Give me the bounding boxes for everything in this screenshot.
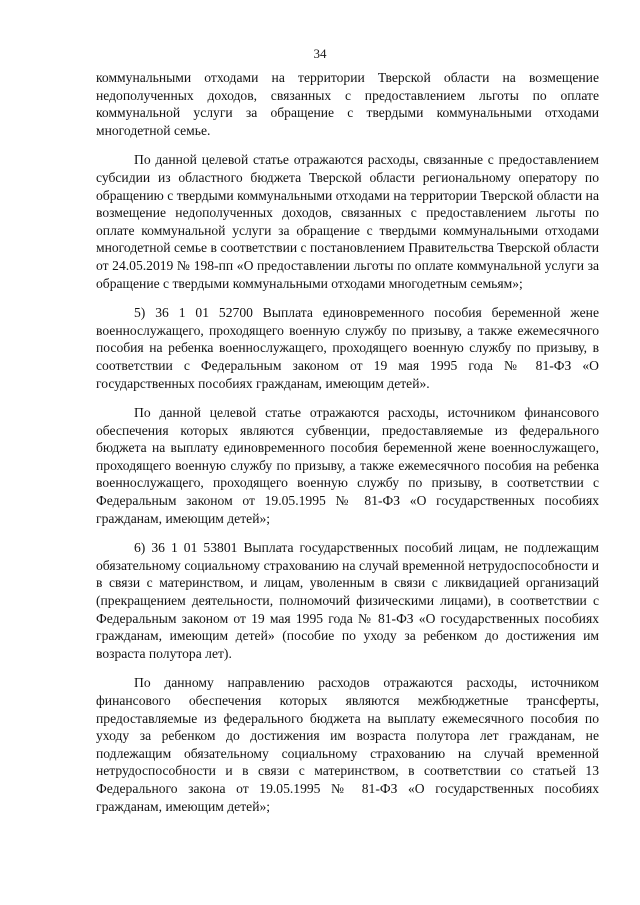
paragraph-item-5: 5) 36 1 01 52700 Выплата единовременного пособия беременной жене военнослужащего, проходящего военную службу по призыву, а также ежемесячного пособия на ребенка военнослужащего, проходящего военную службу по призыву, в соответствии с Федеральным законом от 19 мая 1995 года № 81-ФЗ «О государственных пособиях гражданам, имеющим детей». [96, 305, 599, 391]
paragraph-item-6-description: По данному направлению расходов отражаются расходы, источником финансового обеспечения которых являются межбюджетные трансферты, предоставляемые из федерального бюджета на выплату ежемесячного пособия по уходу за ребенком до достижения им возраста полутора лет гражданам, не подлежащим обязательному социальному страхованию на случай временной нетрудоспособности и в связи с материнством, в соответствии со статьей 13 Федерального закона от 19.05.1995 № 81-ФЗ «О государственных пособиях гражданам, имеющим детей»; [96, 675, 599, 814]
document-body [96, 69, 599, 815]
paragraph-item-6: 6) 36 1 01 53801 Выплата государственных пособий лицам, не подлежащим обязательному социальному страхованию на случай временной нетрудоспособности и в связи с материнством, и лицам, уволенным в связи с ликвидацией организаций (прекращением деятельности, полномочий физическими лицами), в соответствии с Федеральным законом от 19 мая 1995 года № 81-ФЗ «О государственных пособиях гражданам, имеющим детей» (пособие по уходу за ребенком до достижения им возраста полутора лет). [96, 540, 599, 661]
page-number: 34 [313, 46, 327, 61]
paragraph-continuation: коммунальными отходами на территории Тверской области на возмещение недополученных доходов, связанных с предоставлением льготы по оплате коммунальной услуги за обращение с твердыми коммунальными отходами многодетной семье. [96, 70, 599, 138]
paragraph-subsidy-description: По данной целевой статье отражаются расходы, связанные с предоставлением субсидии из областного бюджета Тверской области региональному оператору по обращению с твердыми коммунальными отходами на территории Тверской области на возмещение недополученных доходов, связанных с предоставлением льготы по оплате коммунальной услуги за обращение с твердыми коммунальными отходами многодетной семье в соответствии с постановлением Правительства Тверской области от 24.05.2019 № 198-пп «О предоставлении льготы по оплате коммунальной услуги за обращение с твердыми коммунальными отходами многодетным семьям»; [96, 152, 599, 291]
paragraph-item-5-description: По данной целевой статье отражаются расходы, источником финансового обеспечения которых являются субвенции, предоставляемые из федерального бюджета на выплату единовременного пособия беременной жене военнослужащего, проходящего военную службу по призыву, а также ежемесячного пособия на ребенка военнослужащего, проходящего военную службу по призыву, в соответствии с Федеральным законом от 19.05.1995 № 81-ФЗ «О государственных пособиях гражданам, имеющим детей»; [96, 405, 599, 526]
